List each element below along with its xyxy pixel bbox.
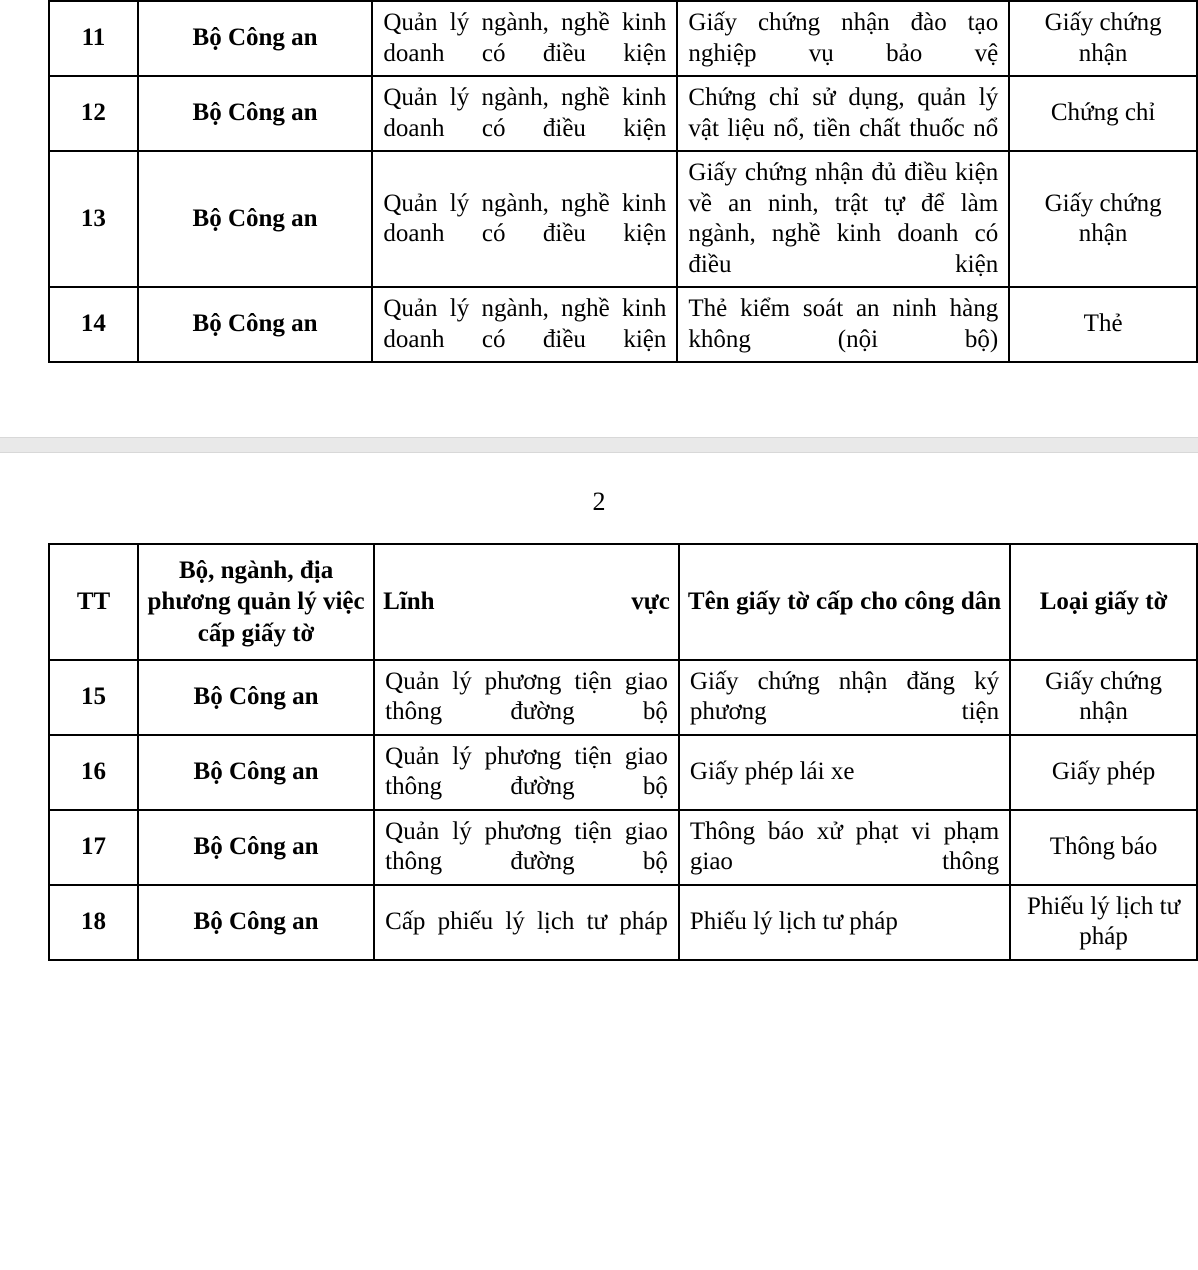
table-header <box>49 544 1197 660</box>
row-index: 18 <box>49 885 138 960</box>
document-table <box>48 543 1198 961</box>
row-document-type: Phiếu lý lịch tư pháp <box>1010 885 1197 960</box>
top-table-body <box>49 1 1197 362</box>
document-table-continued <box>48 0 1198 363</box>
row-organization: Bộ Công an <box>138 287 373 362</box>
bottom-table-wrapper <box>0 543 1198 961</box>
row-field: Quản lý ngành, nghề kinh doanh có điều kiện <box>372 287 677 362</box>
row-document-name: Giấy chứng nhận đào tạo nghiệp vụ bảo vệ <box>677 1 1009 76</box>
row-index: 16 <box>49 735 138 810</box>
row-document-name: Phiếu lý lịch tư pháp <box>679 885 1010 960</box>
row-field: Quản lý phương tiện giao thông đường bộ <box>374 660 679 735</box>
row-organization: Bộ Công an <box>138 660 374 735</box>
page-number: 2 <box>592 487 606 516</box>
row-organization: Bộ Công an <box>138 885 374 960</box>
table-row <box>49 151 1197 287</box>
table-row <box>49 76 1197 151</box>
row-document-type: Giấy chứng nhận <box>1009 151 1197 287</box>
row-document-name: Thẻ kiểm soát an ninh hàng không (nội bộ) <box>677 287 1009 362</box>
row-field: Quản lý phương tiện giao thông đường bộ <box>374 810 679 885</box>
row-document-type: Thông báo <box>1010 810 1197 885</box>
row-field: Quản lý ngành, nghề kinh doanh có điều kiện <box>372 1 677 76</box>
row-document-name: Giấy phép lái xe <box>679 735 1010 810</box>
column-header-tt: TT <box>49 544 138 660</box>
table-header-row <box>49 544 1197 660</box>
table-row <box>49 660 1197 735</box>
row-index: 15 <box>49 660 138 735</box>
column-header-document-name: Tên giấy tờ cấp cho công dân <box>679 544 1010 660</box>
column-header-field: Lĩnh vực <box>374 544 679 660</box>
row-organization: Bộ Công an <box>138 1 373 76</box>
table-row <box>49 735 1197 810</box>
row-index: 12 <box>49 76 138 151</box>
row-index: 17 <box>49 810 138 885</box>
top-table-wrapper <box>0 0 1198 363</box>
row-document-type: Chứng chỉ <box>1009 76 1197 151</box>
row-document-name: Giấy chứng nhận đủ điều kiện về an ninh, trật tự để làm ngành, nghề kinh doanh có điều kiện <box>677 151 1009 287</box>
row-field: Quản lý ngành, nghề kinh doanh có điều kiện <box>372 151 677 287</box>
table-row <box>49 1 1197 76</box>
row-organization: Bộ Công an <box>138 735 374 810</box>
row-document-name: Chứng chỉ sử dụng, quản lý vật liệu nổ, tiền chất thuốc nổ <box>677 76 1009 151</box>
table-row <box>49 287 1197 362</box>
row-document-type: Thẻ <box>1009 287 1197 362</box>
table-row <box>49 885 1197 960</box>
row-document-name: Thông báo xử phạt vi phạm giao thông <box>679 810 1010 885</box>
row-document-type: Giấy phép <box>1010 735 1197 810</box>
column-header-document-type: Loại giấy tờ <box>1010 544 1197 660</box>
row-document-name: Giấy chứng nhận đăng ký phương tiện <box>679 660 1010 735</box>
row-organization: Bộ Công an <box>138 151 373 287</box>
row-field: Quản lý ngành, nghề kinh doanh có điều kiện <box>372 76 677 151</box>
row-index: 13 <box>49 151 138 287</box>
table-row <box>49 810 1197 885</box>
page-gap <box>0 363 1198 437</box>
row-document-type: Giấy chứng nhận <box>1010 660 1197 735</box>
row-field: Cấp phiếu lý lịch tư pháp <box>374 885 679 960</box>
bottom-table-body <box>49 660 1197 960</box>
row-index: 14 <box>49 287 138 362</box>
row-organization: Bộ Công an <box>138 810 374 885</box>
row-document-type: Giấy chứng nhận <box>1009 1 1197 76</box>
column-header-organization: Bộ, ngành, địa phương quản lý việc cấp giấy tờ <box>138 544 374 660</box>
row-index: 11 <box>49 1 138 76</box>
row-field: Quản lý phương tiện giao thông đường bộ <box>374 735 679 810</box>
page-separator <box>0 437 1198 453</box>
row-organization: Bộ Công an <box>138 76 373 151</box>
